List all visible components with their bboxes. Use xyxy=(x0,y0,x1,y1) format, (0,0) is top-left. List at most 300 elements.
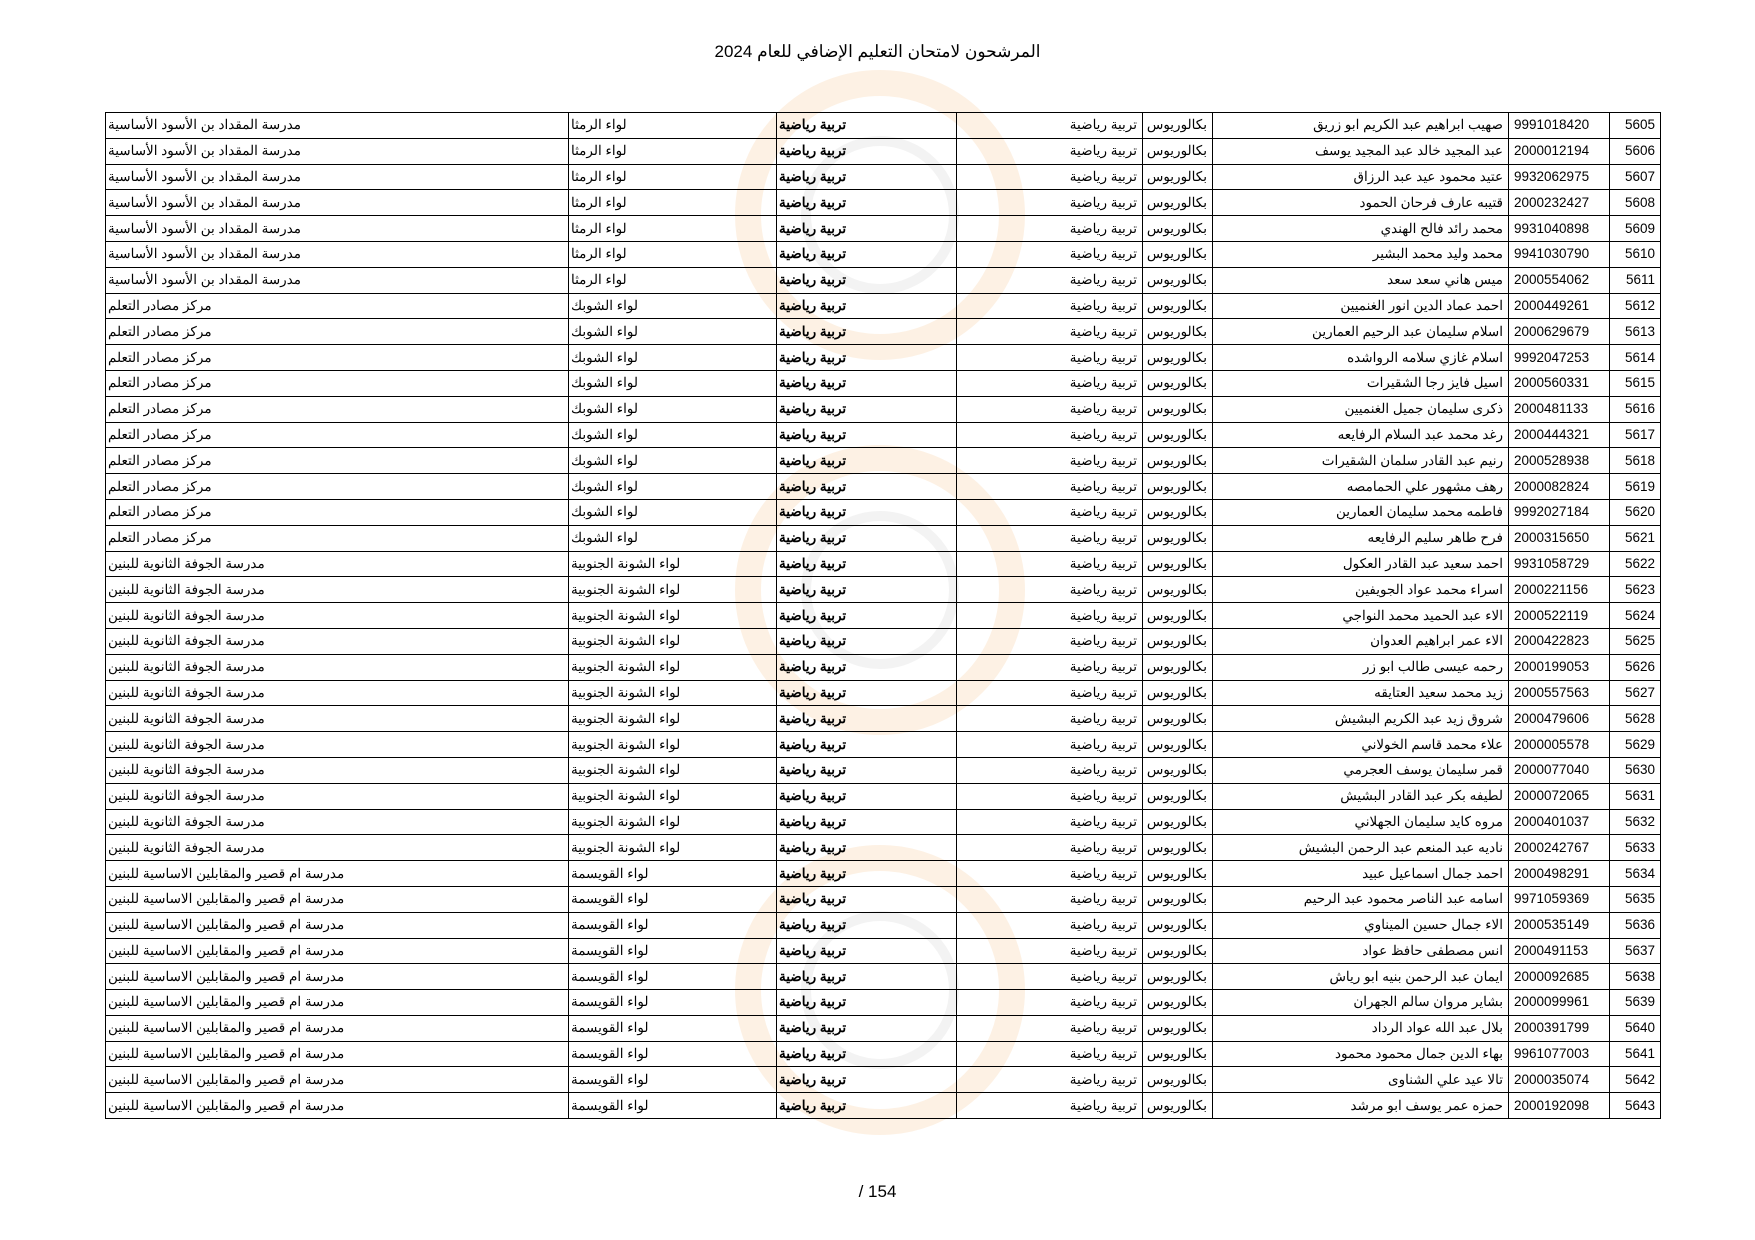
subject-cell: تربية رياضية xyxy=(777,293,957,319)
degree-cell: بكالوريوس xyxy=(1143,938,1213,964)
subject-cell: تربية رياضية xyxy=(777,1067,957,1093)
specialization-cell: تربية رياضية xyxy=(957,370,1143,396)
district-cell: لواء الرمثا xyxy=(569,164,777,190)
table-row xyxy=(106,422,1661,448)
candidate-name-cell: رحمه عيسى طالب ابو زر xyxy=(1213,654,1509,680)
row-number-cell: 5638 xyxy=(1610,964,1661,990)
candidate-id-cell: 2000232427 xyxy=(1509,190,1610,216)
district-cell: لواء الشونة الجنوبية xyxy=(569,835,777,861)
subject-cell: تربية رياضية xyxy=(777,448,957,474)
degree-cell: بكالوريوس xyxy=(1143,448,1213,474)
school-cell: مدرسة الجوفة الثانوية للبنين xyxy=(106,654,569,680)
district-cell: لواء الشونة الجنوبية xyxy=(569,809,777,835)
table-row xyxy=(106,706,1661,732)
district-cell: لواء الرمثا xyxy=(569,241,777,267)
district-cell: لواء القويسمة xyxy=(569,1093,777,1119)
school-cell: مدرسة ام قصير والمقابلين الاساسية للبنين xyxy=(106,990,569,1016)
school-cell: مركز مصادر التعلم xyxy=(106,448,569,474)
candidate-name-cell: عبد المجيد خالد عبد المجيد يوسف xyxy=(1213,138,1509,164)
school-cell: مركز مصادر التعلم xyxy=(106,474,569,500)
school-cell: مركز مصادر التعلم xyxy=(106,422,569,448)
candidate-id-cell: 2000449261 xyxy=(1509,293,1610,319)
specialization-cell: تربية رياضية xyxy=(957,654,1143,680)
row-number-cell: 5627 xyxy=(1610,680,1661,706)
district-cell: لواء الشوبك xyxy=(569,396,777,422)
subject-cell: تربية رياضية xyxy=(777,1093,957,1119)
candidate-id-cell: 2000557563 xyxy=(1509,680,1610,706)
district-cell: لواء القويسمة xyxy=(569,1067,777,1093)
degree-cell: بكالوريوس xyxy=(1143,809,1213,835)
degree-cell: بكالوريوس xyxy=(1143,293,1213,319)
degree-cell: بكالوريوس xyxy=(1143,345,1213,371)
specialization-cell: تربية رياضية xyxy=(957,964,1143,990)
row-number-cell: 5634 xyxy=(1610,861,1661,887)
candidate-name-cell: ناديه عبد المنعم عبد الرحمن البشيش xyxy=(1213,835,1509,861)
degree-cell: بكالوريوس xyxy=(1143,628,1213,654)
degree-cell: بكالوريوس xyxy=(1143,1041,1213,1067)
table-row xyxy=(106,861,1661,887)
candidate-id-cell: 2000444321 xyxy=(1509,422,1610,448)
degree-cell: بكالوريوس xyxy=(1143,474,1213,500)
table-row xyxy=(106,499,1661,525)
candidate-name-cell: قمر سليمان يوسف العجرمي xyxy=(1213,757,1509,783)
row-number-cell: 5621 xyxy=(1610,525,1661,551)
row-number-cell: 5641 xyxy=(1610,1041,1661,1067)
candidate-name-cell: عتيد محمود عيد عبد الرزاق xyxy=(1213,164,1509,190)
degree-cell: بكالوريوس xyxy=(1143,267,1213,293)
candidate-name-cell: زيد محمد سعيد العتايقه xyxy=(1213,680,1509,706)
specialization-cell: تربية رياضية xyxy=(957,474,1143,500)
degree-cell: بكالوريوس xyxy=(1143,164,1213,190)
row-number-cell: 5639 xyxy=(1610,990,1661,1016)
candidate-id-cell: 2000012194 xyxy=(1509,138,1610,164)
subject-cell: تربية رياضية xyxy=(777,267,957,293)
school-cell: مدرسة المقداد بن الأسود الأساسية xyxy=(106,241,569,267)
school-cell: مدرسة المقداد بن الأسود الأساسية xyxy=(106,164,569,190)
row-number-cell: 5610 xyxy=(1610,241,1661,267)
specialization-cell: تربية رياضية xyxy=(957,680,1143,706)
school-cell: مدرسة الجوفة الثانوية للبنين xyxy=(106,706,569,732)
table-row xyxy=(106,319,1661,345)
degree-cell: بكالوريوس xyxy=(1143,835,1213,861)
district-cell: لواء القويسمة xyxy=(569,938,777,964)
specialization-cell: تربية رياضية xyxy=(957,113,1143,139)
district-cell: لواء القويسمة xyxy=(569,912,777,938)
candidate-id-cell: 2000498291 xyxy=(1509,861,1610,887)
table-row xyxy=(106,732,1661,758)
candidate-id-cell: 9971059369 xyxy=(1509,886,1610,912)
row-number-cell: 5640 xyxy=(1610,1015,1661,1041)
specialization-cell: تربية رياضية xyxy=(957,422,1143,448)
candidate-id-cell: 2000391799 xyxy=(1509,1015,1610,1041)
degree-cell: بكالوريوس xyxy=(1143,1067,1213,1093)
row-number-cell: 5617 xyxy=(1610,422,1661,448)
district-cell: لواء الشونة الجنوبية xyxy=(569,577,777,603)
table-row xyxy=(106,835,1661,861)
school-cell: مدرسة ام قصير والمقابلين الاساسية للبنين xyxy=(106,1041,569,1067)
subject-cell: تربية رياضية xyxy=(777,809,957,835)
specialization-cell: تربية رياضية xyxy=(957,1093,1143,1119)
school-cell: مدرسة الجوفة الثانوية للبنين xyxy=(106,809,569,835)
degree-cell: بكالوريوس xyxy=(1143,861,1213,887)
row-number-cell: 5632 xyxy=(1610,809,1661,835)
row-number-cell: 5606 xyxy=(1610,138,1661,164)
specialization-cell: تربية رياضية xyxy=(957,757,1143,783)
degree-cell: بكالوريوس xyxy=(1143,422,1213,448)
specialization-cell: تربية رياضية xyxy=(957,628,1143,654)
candidate-name-cell: اسامه عبد الناصر محمود عبد الرحيم xyxy=(1213,886,1509,912)
row-number-cell: 5633 xyxy=(1610,835,1661,861)
candidate-name-cell: الاء عمر ابراهيم العدوان xyxy=(1213,628,1509,654)
specialization-cell: تربية رياضية xyxy=(957,241,1143,267)
row-number-cell: 5609 xyxy=(1610,216,1661,242)
table-row xyxy=(106,1015,1661,1041)
school-cell: مدرسة الجوفة الثانوية للبنين xyxy=(106,783,569,809)
row-number-cell: 5614 xyxy=(1610,345,1661,371)
row-number-cell: 5605 xyxy=(1610,113,1661,139)
candidate-name-cell: ايمان عبد الرحمن بنيه ابو رياش xyxy=(1213,964,1509,990)
table-row xyxy=(106,396,1661,422)
specialization-cell: تربية رياضية xyxy=(957,525,1143,551)
district-cell: لواء الشوبك xyxy=(569,370,777,396)
specialization-cell: تربية رياضية xyxy=(957,938,1143,964)
specialization-cell: تربية رياضية xyxy=(957,1041,1143,1067)
candidate-id-cell: 2000315650 xyxy=(1509,525,1610,551)
degree-cell: بكالوريوس xyxy=(1143,138,1213,164)
subject-cell: تربية رياضية xyxy=(777,241,957,267)
row-number-cell: 5618 xyxy=(1610,448,1661,474)
row-number-cell: 5629 xyxy=(1610,732,1661,758)
degree-cell: بكالوريوس xyxy=(1143,525,1213,551)
candidate-id-cell: 9932062975 xyxy=(1509,164,1610,190)
row-number-cell: 5643 xyxy=(1610,1093,1661,1119)
row-number-cell: 5628 xyxy=(1610,706,1661,732)
row-number-cell: 5630 xyxy=(1610,757,1661,783)
subject-cell: تربية رياضية xyxy=(777,861,957,887)
subject-cell: تربية رياضية xyxy=(777,551,957,577)
candidate-id-cell: 2000491153 xyxy=(1509,938,1610,964)
school-cell: مدرسة المقداد بن الأسود الأساسية xyxy=(106,138,569,164)
candidate-name-cell: رنيم عبد القادر سلمان الشقيرات xyxy=(1213,448,1509,474)
candidate-name-cell: محمد وليد محمد البشير xyxy=(1213,241,1509,267)
district-cell: لواء القويسمة xyxy=(569,861,777,887)
candidate-name-cell: احمد سعيد عبد القادر العكول xyxy=(1213,551,1509,577)
table-row xyxy=(106,577,1661,603)
candidate-id-cell: 2000535149 xyxy=(1509,912,1610,938)
subject-cell: تربية رياضية xyxy=(777,783,957,809)
district-cell: لواء الشوبك xyxy=(569,422,777,448)
school-cell: مدرسة ام قصير والمقابلين الاساسية للبنين xyxy=(106,886,569,912)
district-cell: لواء الشونة الجنوبية xyxy=(569,706,777,732)
school-cell: مدرسة ام قصير والمقابلين الاساسية للبنين xyxy=(106,1093,569,1119)
school-cell: مركز مصادر التعلم xyxy=(106,293,569,319)
candidate-id-cell: 2000522119 xyxy=(1509,603,1610,629)
district-cell: لواء الرمثا xyxy=(569,216,777,242)
row-number-cell: 5642 xyxy=(1610,1067,1661,1093)
candidate-id-cell: 2000422823 xyxy=(1509,628,1610,654)
candidate-name-cell: اسلام غازي سلامه الرواشده xyxy=(1213,345,1509,371)
candidate-id-cell: 2000072065 xyxy=(1509,783,1610,809)
candidate-name-cell: رغد محمد عبد السلام الرفايعه xyxy=(1213,422,1509,448)
school-cell: مدرسة ام قصير والمقابلين الاساسية للبنين xyxy=(106,1015,569,1041)
candidate-name-cell: محمد رائد فالح الهندي xyxy=(1213,216,1509,242)
candidate-name-cell: ذكرى سليمان جميل الغنميين xyxy=(1213,396,1509,422)
candidate-id-cell: 9931058729 xyxy=(1509,551,1610,577)
degree-cell: بكالوريوس xyxy=(1143,732,1213,758)
subject-cell: تربية رياضية xyxy=(777,525,957,551)
school-cell: مدرسة المقداد بن الأسود الأساسية xyxy=(106,216,569,242)
table-row xyxy=(106,964,1661,990)
subject-cell: تربية رياضية xyxy=(777,654,957,680)
subject-cell: تربية رياضية xyxy=(777,964,957,990)
candidate-id-cell: 2000221156 xyxy=(1509,577,1610,603)
table-row xyxy=(106,525,1661,551)
table-row xyxy=(106,654,1661,680)
subject-cell: تربية رياضية xyxy=(777,1041,957,1067)
table-row xyxy=(106,912,1661,938)
candidate-id-cell: 2000192098 xyxy=(1509,1093,1610,1119)
degree-cell: بكالوريوس xyxy=(1143,1015,1213,1041)
school-cell: مدرسة الجوفة الثانوية للبنين xyxy=(106,551,569,577)
row-number-cell: 5613 xyxy=(1610,319,1661,345)
district-cell: لواء الشونة الجنوبية xyxy=(569,680,777,706)
degree-cell: بكالوريوس xyxy=(1143,1093,1213,1119)
candidate-id-cell: 2000035074 xyxy=(1509,1067,1610,1093)
candidate-name-cell: اسراء محمد عواد الجويفين xyxy=(1213,577,1509,603)
specialization-cell: تربية رياضية xyxy=(957,732,1143,758)
subject-cell: تربية رياضية xyxy=(777,422,957,448)
candidate-name-cell: علاء محمد قاسم الخولاني xyxy=(1213,732,1509,758)
degree-cell: بكالوريوس xyxy=(1143,757,1213,783)
degree-cell: بكالوريوس xyxy=(1143,990,1213,1016)
row-number-cell: 5620 xyxy=(1610,499,1661,525)
candidate-id-cell: 2000242767 xyxy=(1509,835,1610,861)
specialization-cell: تربية رياضية xyxy=(957,1015,1143,1041)
table-row xyxy=(106,216,1661,242)
specialization-cell: تربية رياضية xyxy=(957,319,1143,345)
district-cell: لواء الشوبك xyxy=(569,525,777,551)
school-cell: مدرسة ام قصير والمقابلين الاساسية للبنين xyxy=(106,938,569,964)
table-row xyxy=(106,783,1661,809)
row-number-cell: 5607 xyxy=(1610,164,1661,190)
candidate-id-cell: 9992047253 xyxy=(1509,345,1610,371)
table-row xyxy=(106,680,1661,706)
school-cell: مركز مصادر التعلم xyxy=(106,370,569,396)
subject-cell: تربية رياضية xyxy=(777,370,957,396)
subject-cell: تربية رياضية xyxy=(777,577,957,603)
subject-cell: تربية رياضية xyxy=(777,164,957,190)
table-row xyxy=(106,551,1661,577)
candidate-id-cell: 2000554062 xyxy=(1509,267,1610,293)
candidate-name-cell: حمزه عمر يوسف ابو مرشد xyxy=(1213,1093,1509,1119)
candidate-id-cell: 9991018420 xyxy=(1509,113,1610,139)
subject-cell: تربية رياضية xyxy=(777,603,957,629)
district-cell: لواء الشوبك xyxy=(569,499,777,525)
subject-cell: تربية رياضية xyxy=(777,319,957,345)
table-row xyxy=(106,113,1661,139)
degree-cell: بكالوريوس xyxy=(1143,241,1213,267)
school-cell: مركز مصادر التعلم xyxy=(106,499,569,525)
specialization-cell: تربية رياضية xyxy=(957,861,1143,887)
table-row xyxy=(106,757,1661,783)
school-cell: مركز مصادر التعلم xyxy=(106,396,569,422)
subject-cell: تربية رياضية xyxy=(777,835,957,861)
candidate-name-cell: بشاير مروان سالم الجهران xyxy=(1213,990,1509,1016)
table-row xyxy=(106,474,1661,500)
table-row xyxy=(106,448,1661,474)
table-row xyxy=(106,990,1661,1016)
document-title: المرشحون لامتحان التعليم الإضافي للعام 2024 xyxy=(714,42,1041,61)
subject-cell: تربية رياضية xyxy=(777,1015,957,1041)
table-row xyxy=(106,886,1661,912)
row-number-cell: 5623 xyxy=(1610,577,1661,603)
table-row xyxy=(106,164,1661,190)
candidate-id-cell: 2000077040 xyxy=(1509,757,1610,783)
candidate-id-cell: 9961077003 xyxy=(1509,1041,1610,1067)
district-cell: لواء الرمثا xyxy=(569,138,777,164)
district-cell: لواء الشوبك xyxy=(569,448,777,474)
table-row xyxy=(106,370,1661,396)
district-cell: لواء الشونة الجنوبية xyxy=(569,732,777,758)
district-cell: لواء القويسمة xyxy=(569,990,777,1016)
degree-cell: بكالوريوس xyxy=(1143,216,1213,242)
district-cell: لواء الشوبك xyxy=(569,474,777,500)
candidate-name-cell: ميس هاني سعد سعد xyxy=(1213,267,1509,293)
candidate-id-cell: 2000092685 xyxy=(1509,964,1610,990)
subject-cell: تربية رياضية xyxy=(777,990,957,1016)
district-cell: لواء الشونة الجنوبية xyxy=(569,603,777,629)
specialization-cell: تربية رياضية xyxy=(957,706,1143,732)
row-number-cell: 5637 xyxy=(1610,938,1661,964)
specialization-cell: تربية رياضية xyxy=(957,164,1143,190)
row-number-cell: 5608 xyxy=(1610,190,1661,216)
subject-cell: تربية رياضية xyxy=(777,757,957,783)
candidate-id-cell: 2000481133 xyxy=(1509,396,1610,422)
school-cell: مدرسة الجوفة الثانوية للبنين xyxy=(106,577,569,603)
table-row xyxy=(106,138,1661,164)
specialization-cell: تربية رياضية xyxy=(957,603,1143,629)
degree-cell: بكالوريوس xyxy=(1143,706,1213,732)
subject-cell: تربية رياضية xyxy=(777,912,957,938)
specialization-cell: تربية رياضية xyxy=(957,190,1143,216)
row-number-cell: 5622 xyxy=(1610,551,1661,577)
table-row xyxy=(106,293,1661,319)
candidate-name-cell: شروق زيد عبد الكريم البشيش xyxy=(1213,706,1509,732)
candidate-id-cell: 2000082824 xyxy=(1509,474,1610,500)
table-row xyxy=(106,603,1661,629)
district-cell: لواء القويسمة xyxy=(569,1015,777,1041)
table-row xyxy=(106,345,1661,371)
candidate-name-cell: تالا عيد علي الشناوى xyxy=(1213,1067,1509,1093)
row-number-cell: 5635 xyxy=(1610,886,1661,912)
district-cell: لواء الشوبك xyxy=(569,319,777,345)
specialization-cell: تربية رياضية xyxy=(957,293,1143,319)
table-row xyxy=(106,938,1661,964)
candidate-name-cell: مروه كايد سليمان الجهلاني xyxy=(1213,809,1509,835)
school-cell: مدرسة ام قصير والمقابلين الاساسية للبنين xyxy=(106,1067,569,1093)
school-cell: مركز مصادر التعلم xyxy=(106,319,569,345)
district-cell: لواء القويسمة xyxy=(569,1041,777,1067)
page-number: 154 / xyxy=(858,1182,897,1201)
candidate-id-cell: 2000560331 xyxy=(1509,370,1610,396)
school-cell: مدرسة الجوفة الثانوية للبنين xyxy=(106,628,569,654)
candidate-name-cell: صهيب ابراهيم عبد الكريم ابو زريق xyxy=(1213,113,1509,139)
degree-cell: بكالوريوس xyxy=(1143,370,1213,396)
degree-cell: بكالوريوس xyxy=(1143,190,1213,216)
degree-cell: بكالوريوس xyxy=(1143,113,1213,139)
school-cell: مدرسة الجوفة الثانوية للبنين xyxy=(106,835,569,861)
row-number-cell: 5626 xyxy=(1610,654,1661,680)
candidate-name-cell: اسلام سليمان عبد الرحيم العمارين xyxy=(1213,319,1509,345)
specialization-cell: تربية رياضية xyxy=(957,267,1143,293)
candidate-name-cell: اسيل فايز رجا الشقيرات xyxy=(1213,370,1509,396)
candidate-id-cell: 9931040898 xyxy=(1509,216,1610,242)
row-number-cell: 5619 xyxy=(1610,474,1661,500)
specialization-cell: تربية رياضية xyxy=(957,990,1143,1016)
subject-cell: تربية رياضية xyxy=(777,499,957,525)
specialization-cell: تربية رياضية xyxy=(957,809,1143,835)
school-cell: مدرسة المقداد بن الأسود الأساسية xyxy=(106,267,569,293)
specialization-cell: تربية رياضية xyxy=(957,886,1143,912)
specialization-cell: تربية رياضية xyxy=(957,783,1143,809)
degree-cell: بكالوريوس xyxy=(1143,886,1213,912)
school-cell: مدرسة ام قصير والمقابلين الاساسية للبنين xyxy=(106,912,569,938)
candidate-name-cell: فرح طاهر سليم الرفايعه xyxy=(1213,525,1509,551)
candidate-id-cell: 2000528938 xyxy=(1509,448,1610,474)
school-cell: مركز مصادر التعلم xyxy=(106,345,569,371)
table-row xyxy=(106,1041,1661,1067)
subject-cell: تربية رياضية xyxy=(777,396,957,422)
candidate-name-cell: احمد جمال اسماعيل عبيد xyxy=(1213,861,1509,887)
candidate-name-cell: بهاء الدين جمال محمود محمود xyxy=(1213,1041,1509,1067)
subject-cell: تربية رياضية xyxy=(777,345,957,371)
school-cell: مدرسة الجوفة الثانوية للبنين xyxy=(106,680,569,706)
school-cell: مدرسة المقداد بن الأسود الأساسية xyxy=(106,113,569,139)
row-number-cell: 5616 xyxy=(1610,396,1661,422)
subject-cell: تربية رياضية xyxy=(777,113,957,139)
specialization-cell: تربية رياضية xyxy=(957,835,1143,861)
subject-cell: تربية رياضية xyxy=(777,138,957,164)
specialization-cell: تربية رياضية xyxy=(957,216,1143,242)
school-cell: مركز مصادر التعلم xyxy=(106,525,569,551)
candidate-id-cell: 2000099961 xyxy=(1509,990,1610,1016)
subject-cell: تربية رياضية xyxy=(777,216,957,242)
degree-cell: بكالوريوس xyxy=(1143,654,1213,680)
candidate-id-cell: 2000479606 xyxy=(1509,706,1610,732)
district-cell: لواء الشوبك xyxy=(569,293,777,319)
candidate-name-cell: انس مصطفى حافظ عواد xyxy=(1213,938,1509,964)
degree-cell: بكالوريوس xyxy=(1143,603,1213,629)
degree-cell: بكالوريوس xyxy=(1143,783,1213,809)
row-number-cell: 5612 xyxy=(1610,293,1661,319)
specialization-cell: تربية رياضية xyxy=(957,345,1143,371)
candidate-id-cell: 2000199053 xyxy=(1509,654,1610,680)
specialization-cell: تربية رياضية xyxy=(957,138,1143,164)
subject-cell: تربية رياضية xyxy=(777,474,957,500)
subject-cell: تربية رياضية xyxy=(777,706,957,732)
candidate-name-cell: الاء عبد الحميد محمد النواجي xyxy=(1213,603,1509,629)
degree-cell: بكالوريوس xyxy=(1143,499,1213,525)
subject-cell: تربية رياضية xyxy=(777,732,957,758)
degree-cell: بكالوريوس xyxy=(1143,396,1213,422)
degree-cell: بكالوريوس xyxy=(1143,912,1213,938)
table-row xyxy=(106,267,1661,293)
degree-cell: بكالوريوس xyxy=(1143,551,1213,577)
candidate-id-cell: 9941030790 xyxy=(1509,241,1610,267)
school-cell: مدرسة الجوفة الثانوية للبنين xyxy=(106,757,569,783)
candidate-name-cell: بلال عبد الله عواد الرداد xyxy=(1213,1015,1509,1041)
specialization-cell: تربية رياضية xyxy=(957,577,1143,603)
